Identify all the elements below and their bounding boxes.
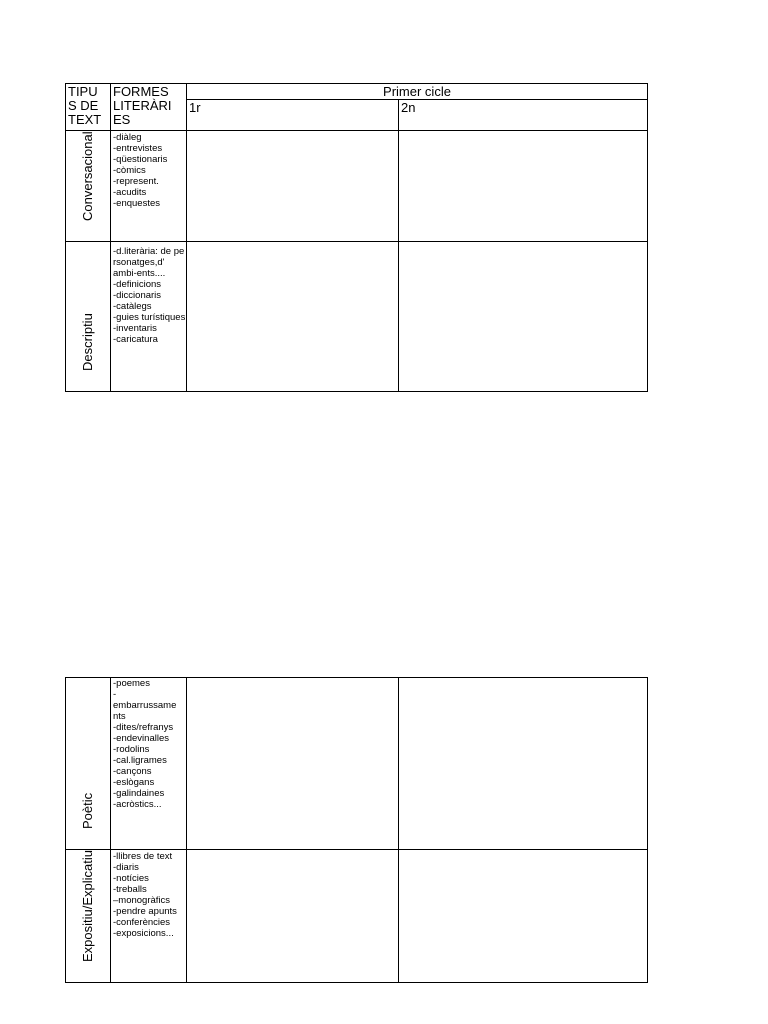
forms-list: -diàleg -entrevistes -qüestionaris -còmics -represent. -acudits -enquestes xyxy=(111,131,187,242)
table-row xyxy=(66,850,648,983)
header-year-2: 2n xyxy=(399,100,648,131)
cell-year-1 xyxy=(187,131,399,242)
row-type-label: Descriptiu xyxy=(80,313,95,371)
table-primer-cicle xyxy=(65,83,648,392)
row-type-label: Poètic xyxy=(80,792,95,829)
row-type-cell xyxy=(66,131,111,242)
header-year-1: 1r xyxy=(187,100,399,131)
table-row xyxy=(66,242,648,392)
cell-year-1 xyxy=(187,678,399,850)
cell-year-1 xyxy=(187,242,399,392)
forms-list: -llibres de text -diaris -notícies -treballs –monogràfics -pendre apunts -conferències -exposicions... xyxy=(111,850,187,983)
header-formes-literaries: FORMES LITERÀRI ES xyxy=(111,84,187,131)
table-row xyxy=(66,678,648,850)
forms-list: -d.literària: de personatges,d' ambi-ents.... -definicions -diccionaris -catàlegs -guies turístiques -inventaris -caricatura xyxy=(111,242,187,392)
header-primer-cicle: Primer cicle xyxy=(187,84,648,100)
row-type-cell xyxy=(66,678,111,850)
row-type-label: Conversacional xyxy=(80,131,95,221)
header-tipus-de-text: TIPU S DE TEXT xyxy=(66,84,111,131)
table-row xyxy=(66,131,648,242)
cell-year-1 xyxy=(187,850,399,983)
row-type-label: Expositiu/Explicatiu xyxy=(80,850,95,962)
cell-year-2 xyxy=(399,242,648,392)
cell-year-2 xyxy=(399,131,648,242)
cell-year-2 xyxy=(399,850,648,983)
row-type-cell xyxy=(66,242,111,392)
table-continuation xyxy=(65,677,648,983)
row-type-cell xyxy=(66,850,111,983)
cell-year-2 xyxy=(399,678,648,850)
forms-list: -poemes - embarrussame nts -dites/refranys -endevinalles -rodolins -cal.ligrames -cançons -eslògans -galindaines -acròstics... xyxy=(111,678,187,850)
